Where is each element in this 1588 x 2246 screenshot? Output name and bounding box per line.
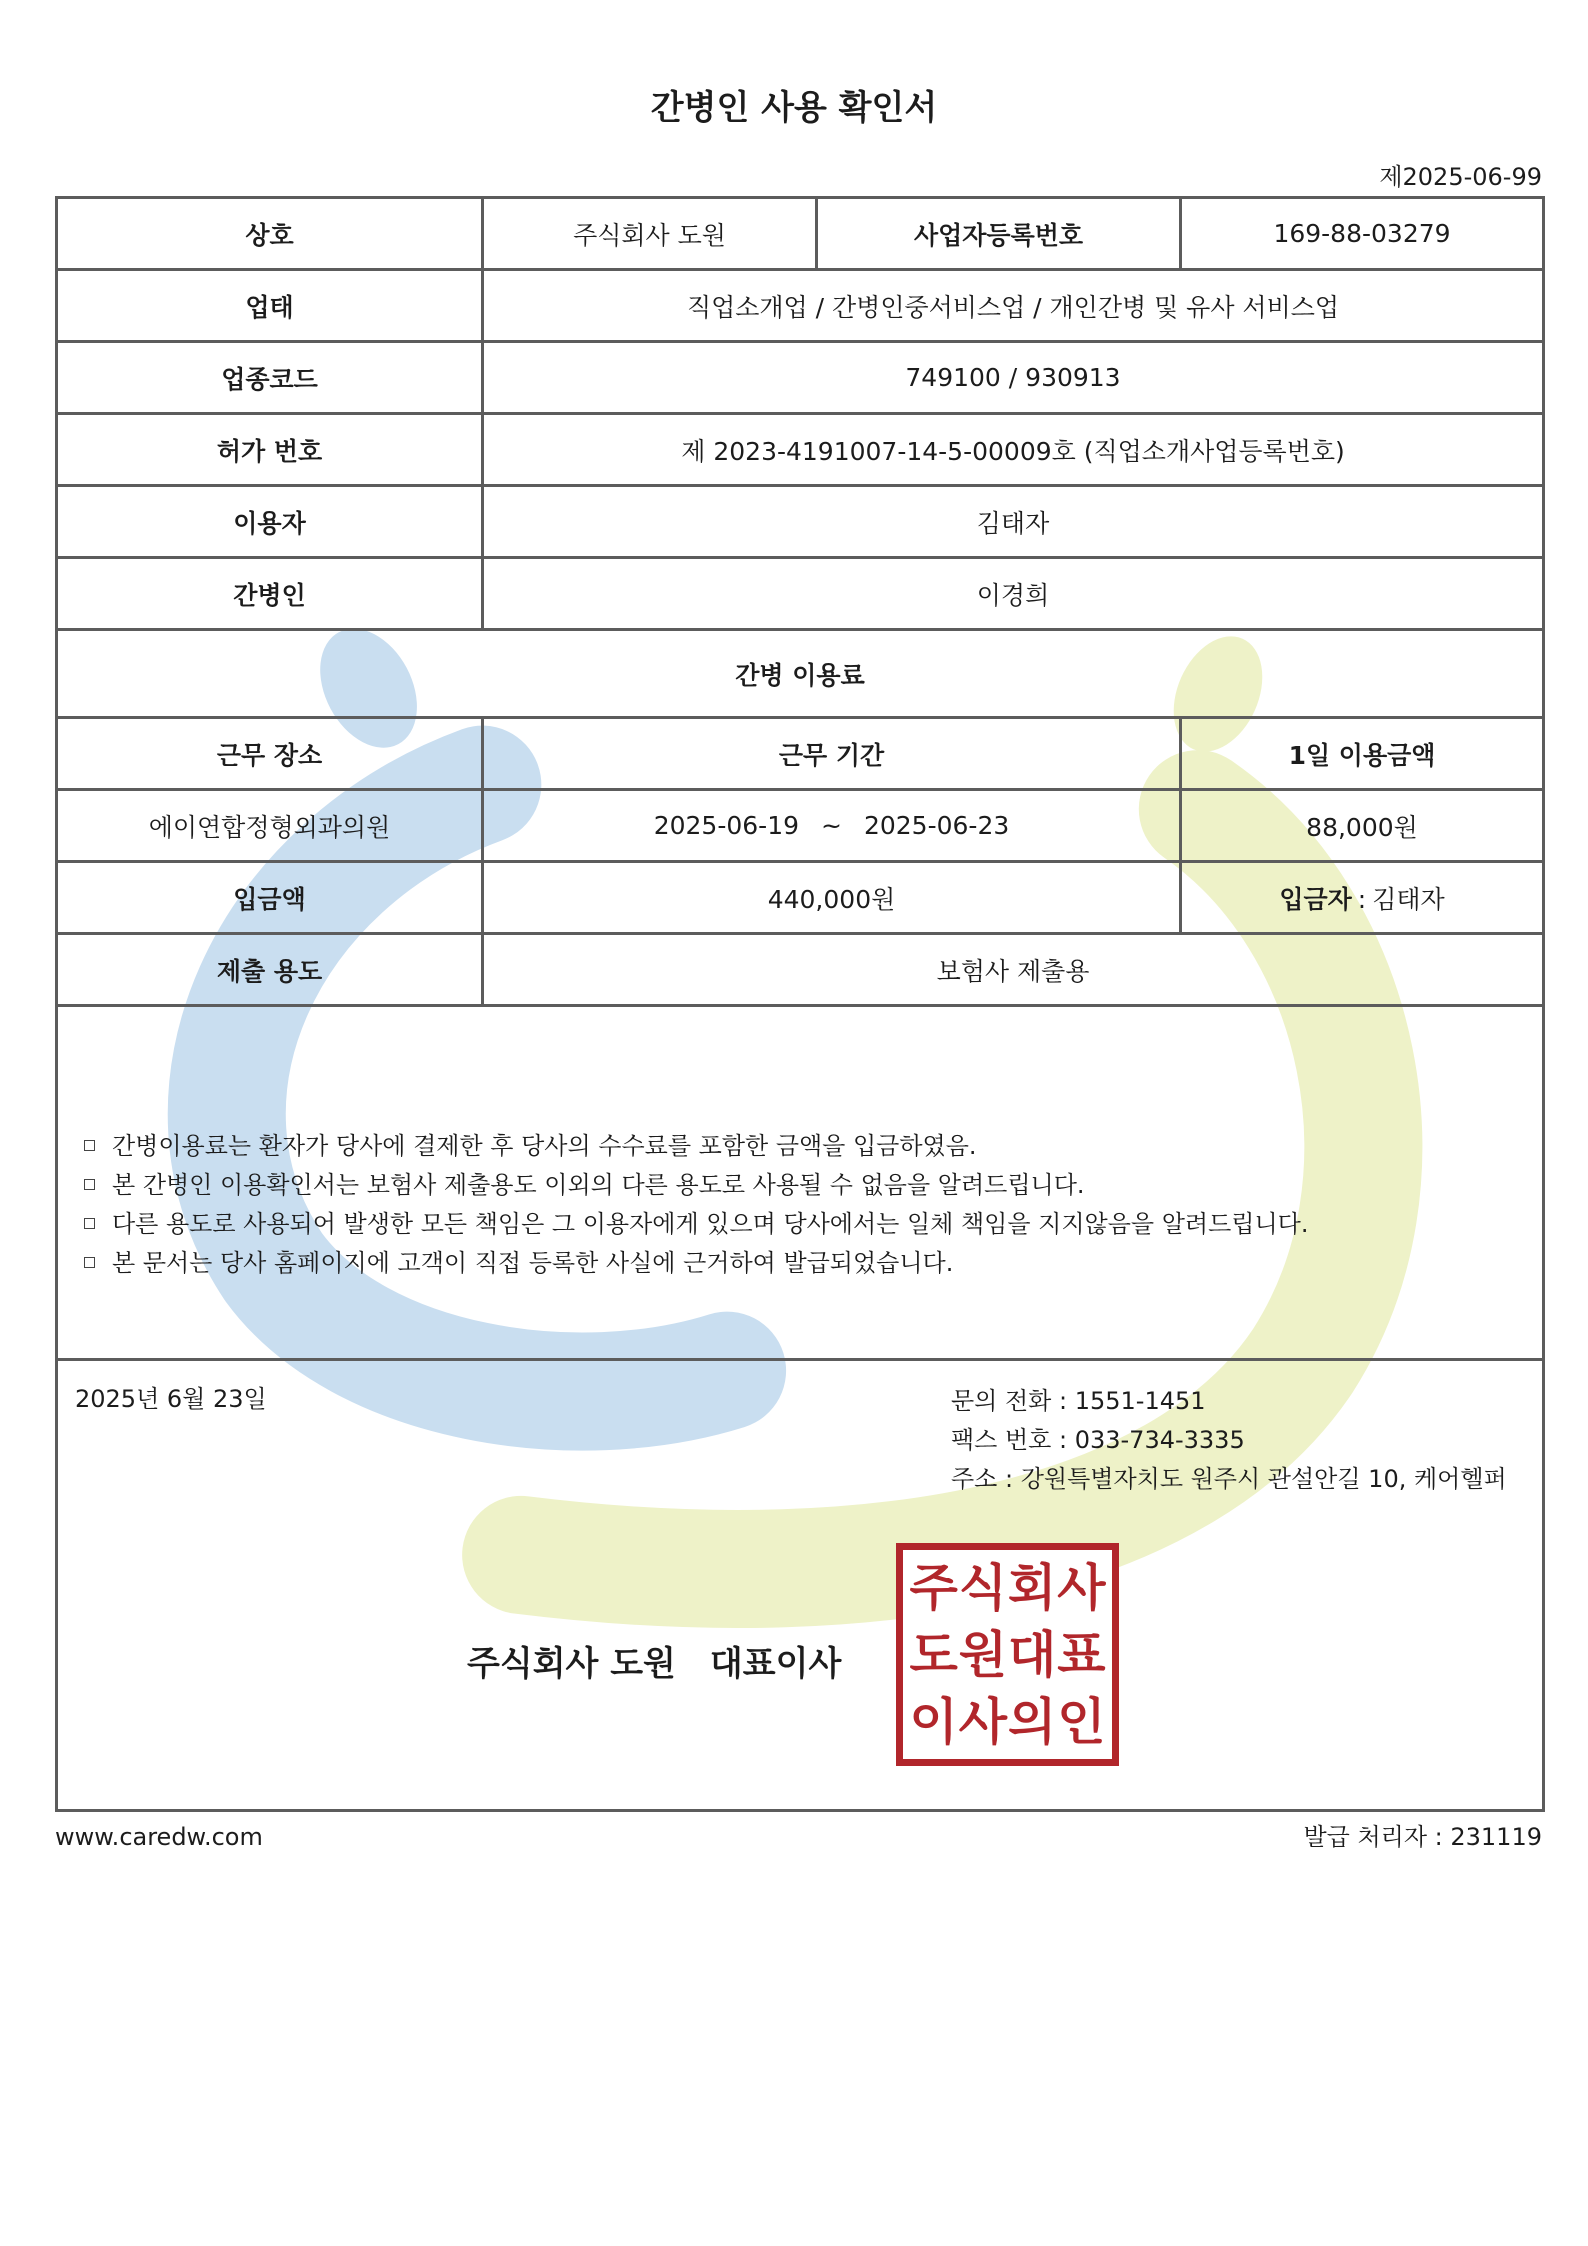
- footer-issuer: 발급 처리자 : 231119: [1303, 1823, 1542, 1851]
- depositor: [1181, 862, 1544, 934]
- company-label: 상호: [57, 198, 483, 270]
- daily-fee-value: 88,000원: [1181, 790, 1544, 862]
- row-permit: [57, 414, 1544, 486]
- notes-cell: [57, 1006, 1544, 1360]
- document-number: 제2025-06-99: [1379, 163, 1542, 191]
- page-title: 간병인 사용 확인서: [650, 88, 938, 128]
- note-item: [84, 1205, 1542, 1244]
- bizno-label: 사업자등록번호: [817, 198, 1181, 270]
- depositor-label: 입금자: [1279, 884, 1352, 914]
- seal-char: 도: [909, 1625, 958, 1684]
- purpose-label: 제출 용도: [57, 934, 483, 1006]
- contact-address: 주소 : 강원특별자치도 원주시 관설안길 10, 케어헬퍼: [951, 1465, 1507, 1493]
- seal-char: 식: [958, 1558, 1008, 1617]
- note-item: [84, 1244, 1542, 1283]
- contact-phone: 문의 전화 : 1551-1451: [951, 1387, 1206, 1415]
- bizno-value: 169-88-03279: [1181, 198, 1544, 270]
- row-issue: [57, 1360, 1544, 1811]
- signature-line: [467, 1640, 841, 1688]
- seal-char: 인: [1057, 1692, 1106, 1751]
- business-type-label: 업태: [57, 270, 483, 342]
- certificate-table: [55, 196, 1545, 1812]
- seal-char: 사: [1057, 1558, 1106, 1617]
- period-label: 근무 기간: [483, 718, 1181, 790]
- user-label: 이용자: [57, 486, 483, 558]
- user-value: 김태자: [483, 486, 1544, 558]
- signature-company: 주식회사 도원: [467, 1644, 676, 1684]
- row-fee-values: [57, 790, 1544, 862]
- seal-char: 원: [958, 1625, 1008, 1684]
- row-user: [57, 486, 1544, 558]
- permit-label: 허가 번호: [57, 414, 483, 486]
- note-text: 다른 용도로 사용되어 발생한 모든 책임은 그 이용자에게 있으며 당사에서는 일체 책임을 지지않음을 알려드립니다.: [112, 1210, 1309, 1238]
- bullet-icon: [84, 1257, 95, 1268]
- signature-title: 대표이사: [709, 1644, 842, 1684]
- depositor-value: 김태자: [1372, 884, 1445, 914]
- purpose-value: 보험사 제출용: [483, 934, 1544, 1006]
- seal-char: 사: [958, 1692, 1008, 1751]
- industry-code-label: 업종코드: [57, 342, 483, 414]
- footer-website: www.caredw.com: [55, 1823, 263, 1851]
- row-fee-header: [57, 718, 1544, 790]
- row-fee-title: [57, 630, 1544, 718]
- bullet-icon: [84, 1140, 95, 1151]
- row-notes: [57, 1006, 1544, 1360]
- seal-row: [909, 1689, 1106, 1755]
- contact-info: [951, 1382, 1507, 1499]
- note-text: 본 문서는 당사 홈페이지에 고객이 직접 등록한 사실에 근거하여 발급되었습니다.: [112, 1249, 954, 1277]
- bullet-icon: [84, 1218, 95, 1229]
- bullet-icon: [84, 1179, 95, 1190]
- company-value: 주식회사 도원: [483, 198, 817, 270]
- deposit-value: 440,000원: [483, 862, 1181, 934]
- row-caregiver: [57, 558, 1544, 630]
- depositor-separator: :: [1357, 884, 1367, 914]
- note-item: [84, 1166, 1542, 1205]
- row-industry-code: [57, 342, 1544, 414]
- period-value: [483, 790, 1181, 862]
- place-label: 근무 장소: [57, 718, 483, 790]
- company-seal: [896, 1543, 1119, 1766]
- issue-cell: [57, 1360, 1544, 1811]
- issue-date: 2025년 6월 23일: [75, 1385, 267, 1413]
- issue-box: [58, 1361, 1542, 1809]
- seal-char: 의: [1007, 1692, 1057, 1751]
- caregiver-label: 간병인: [57, 558, 483, 630]
- period-separator: ~: [821, 811, 842, 840]
- seal-char: 표: [1057, 1625, 1106, 1684]
- caregiver-value: 이경희: [483, 558, 1544, 630]
- row-business-type: [57, 270, 1544, 342]
- business-type-value: 직업소개업 / 간병인중서비스업 / 개인간병 및 유사 서비스업: [483, 270, 1544, 342]
- seal-char: 이: [909, 1692, 958, 1751]
- daily-fee-label: 1일 이용금액: [1181, 718, 1544, 790]
- note-text: 간병이용료는 환자가 당사에 결제한 후 당사의 수수료를 포함한 금액을 입금하였음.: [112, 1132, 977, 1160]
- deposit-label: 입금액: [57, 862, 483, 934]
- seal-row: [909, 1555, 1106, 1621]
- fee-section-title: 간병 이용료: [57, 630, 1544, 718]
- period-end: 2025-06-23: [863, 811, 1010, 840]
- permit-value: 제 2023-4191007-14-5-00009호 (직업소개사업등록번호): [483, 414, 1544, 486]
- note-item: [84, 1127, 1542, 1166]
- seal-char: 대: [1007, 1625, 1057, 1684]
- row-company: [57, 198, 1544, 270]
- contact-fax: 팩스 번호 : 033-734-3335: [951, 1426, 1245, 1454]
- period-start: 2025-06-19: [653, 811, 800, 840]
- notes-list: [58, 1007, 1542, 1283]
- seal-row: [909, 1622, 1106, 1688]
- note-text: 본 간병인 이용확인서는 보험사 제출용도 이외의 다른 용도로 사용될 수 없음을 알려드립니다.: [112, 1171, 1085, 1199]
- row-purpose: [57, 934, 1544, 1006]
- industry-code-value: 749100 / 930913: [483, 342, 1544, 414]
- place-value: 에이연합정형외과의원: [57, 790, 483, 862]
- row-deposit: [57, 862, 1544, 934]
- seal-char: 회: [1007, 1558, 1057, 1617]
- seal-char: 주: [909, 1558, 958, 1617]
